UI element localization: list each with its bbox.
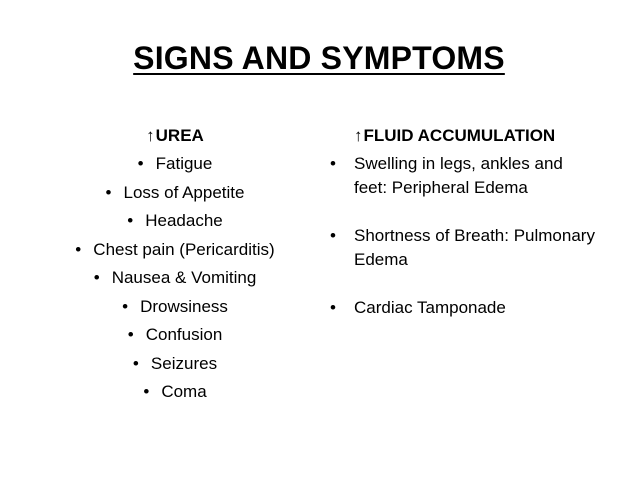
bullet-icon: • xyxy=(75,239,82,259)
bullet-icon: • xyxy=(122,296,129,316)
list-item xyxy=(40,378,310,407)
list-item-text: Nausea & Vomiting xyxy=(111,268,257,287)
bullet-icon: • xyxy=(330,298,336,317)
bullet-icon: • xyxy=(127,325,134,344)
slide-title: SIGNS AND SYMPTOMS xyxy=(133,40,505,76)
list-item-text: Drowsiness xyxy=(140,296,228,316)
bullet-icon: • xyxy=(132,353,139,373)
bullet-icon: • xyxy=(127,211,134,230)
fluid-symptom-list xyxy=(330,152,620,320)
urea-heading-label: UREA xyxy=(155,126,204,145)
list-item xyxy=(40,150,310,179)
urea-heading xyxy=(40,122,310,150)
bullet-icon: • xyxy=(105,182,112,202)
bullet-icon: • xyxy=(330,226,336,245)
list-item-text: Seizures xyxy=(150,353,218,373)
list-item xyxy=(40,264,310,293)
list-item xyxy=(40,321,310,350)
list-item-text: Headache xyxy=(145,211,223,230)
bullet-icon: • xyxy=(93,268,100,287)
list-item-text: Loss of Appetite xyxy=(123,182,245,202)
bullet-icon: • xyxy=(137,154,144,173)
bullet-icon: • xyxy=(143,382,150,401)
list-item-text: Chest pain (Pericarditis) xyxy=(93,239,275,259)
list-item xyxy=(330,224,620,272)
list-item-text: Shortness of Breath: Pulmonary Edema xyxy=(354,226,595,269)
list-item-text: Fatigue xyxy=(155,154,213,173)
list-item-text: Swelling in legs, ankles and feet: Peripheral Edema xyxy=(354,154,563,197)
bullet-icon: • xyxy=(330,154,336,173)
list-item xyxy=(40,207,310,236)
fluid-heading xyxy=(330,122,620,150)
list-item-text: Coma xyxy=(161,382,207,401)
list-item-text: Cardiac Tamponade xyxy=(354,298,506,317)
fluid-column xyxy=(330,122,620,344)
list-item xyxy=(330,296,620,320)
list-item xyxy=(40,236,310,265)
up-arrow-icon: ↑ xyxy=(146,126,155,145)
list-item-text: Confusion xyxy=(145,325,223,344)
list-item xyxy=(40,350,310,379)
up-arrow-icon: ↑ xyxy=(354,126,363,145)
fluid-heading-label: FLUID ACCUMULATION xyxy=(363,126,556,145)
urea-symptom-list xyxy=(40,150,310,407)
list-item xyxy=(40,179,310,208)
list-item xyxy=(40,293,310,322)
list-item xyxy=(330,152,620,200)
urea-column xyxy=(40,122,310,407)
